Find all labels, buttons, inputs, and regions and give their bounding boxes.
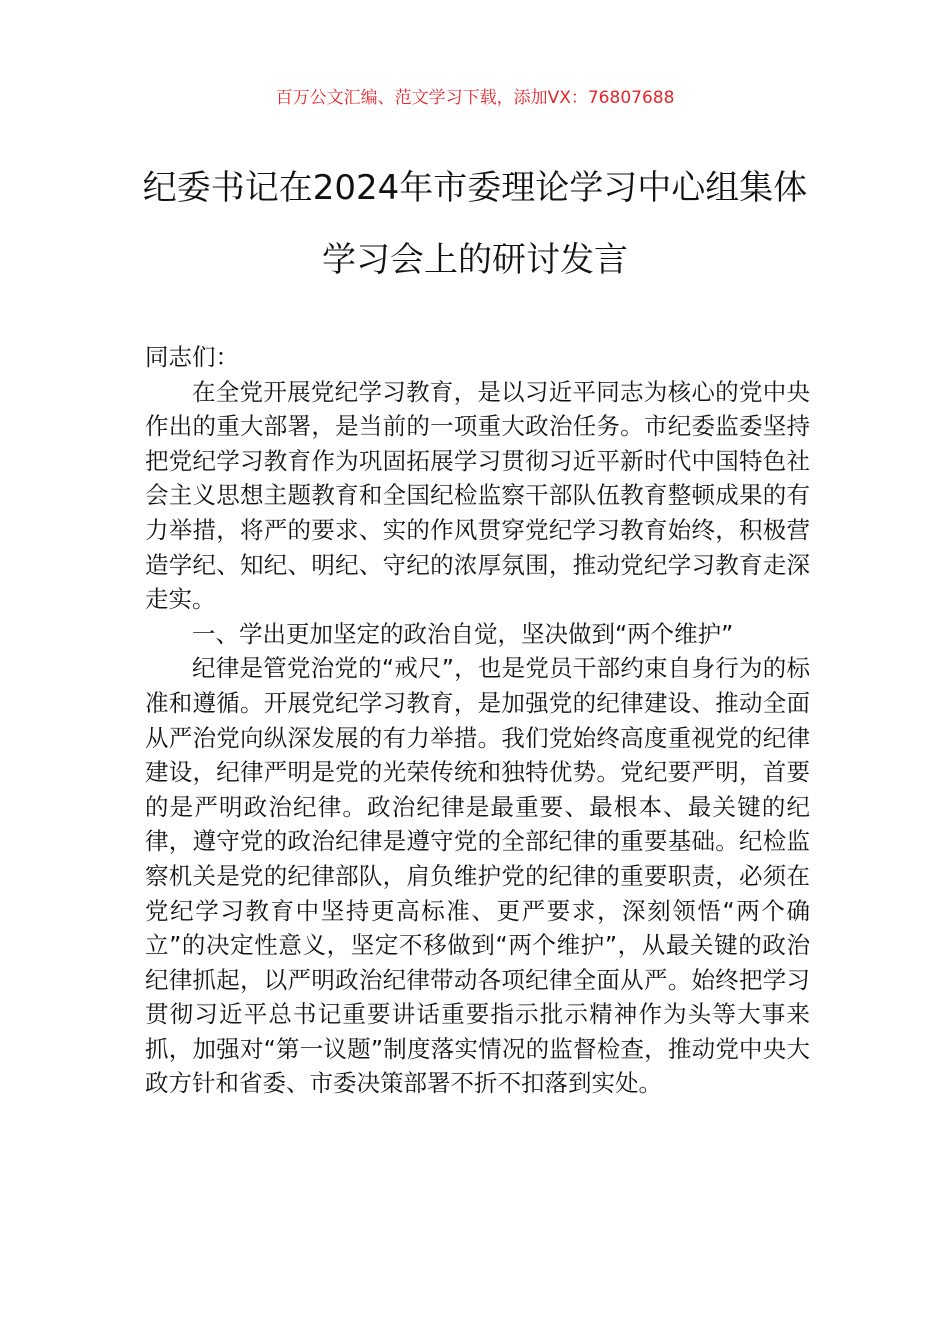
watermark-header: 百万公文汇编、范文学习下载，添加VX：76807688 [275,88,675,108]
paragraph-intro: 在全党开展党纪学习教育，是以习近平同志为核心的党中央作出的重大部署，是当前的一项重大政治任务。市纪委监委坚持把党纪学习教育作为巩固拓展学习贯彻习近平新时代中国特色社会主义思想主题教育和全国纪检监察干部队伍教育整顿成果的有力举措，将严的要求、实的作风贯穿党纪学习教育始终，积极营造学纪、知纪、明纪、守纪的浓厚氛围，推动党纪学习教育走深走实。 [145,377,810,614]
greeting: 同志们： [145,343,239,371]
document-title: 纪委书记在2024年市委理论学习中心组集体学习会上的研讨发言 [142,168,808,280]
section-heading-1: 一、学出更加坚定的政治自觉，坚决做到“两个维护” [192,619,734,648]
document-body [145,340,810,1101]
paragraph-section-1: 纪律是管党治党的“戒尺”，也是党员干部约束自身行为的标准和遵循。开展党纪学习教育，是加强党的纪律建设、推动全面从严治党向纵深发展的有力举措。我们党始终高度重视党的纪律建设，纪律严明是党的光荣传统和独特优势。党纪要严明，首要的是严明政治纪律。政治纪律是最重要、最根本、最关键的纪律，遵守党的政治纪律是遵守党的全部纪律的重要基础。纪检监察机关是党的纪律部队，肩负维护党的纪律的重要职责，必须在党纪学习教育中坚持更高标准、更严要求，深刻领悟“两个确立”的决定性意义，坚定不移做到“两个维护”，从最关键的政治纪律抓起，以严明政治纪律带动各项纪律全面从严。始终把学习贯彻习近平总书记重要讲话重要指示批示精神作为头等大事来抓，加强对“第一议题”制度落实情况的监督检查，推动党中央大政方针和省委、市委决策部署不折不扣落到实处。 [145,654,810,1098]
